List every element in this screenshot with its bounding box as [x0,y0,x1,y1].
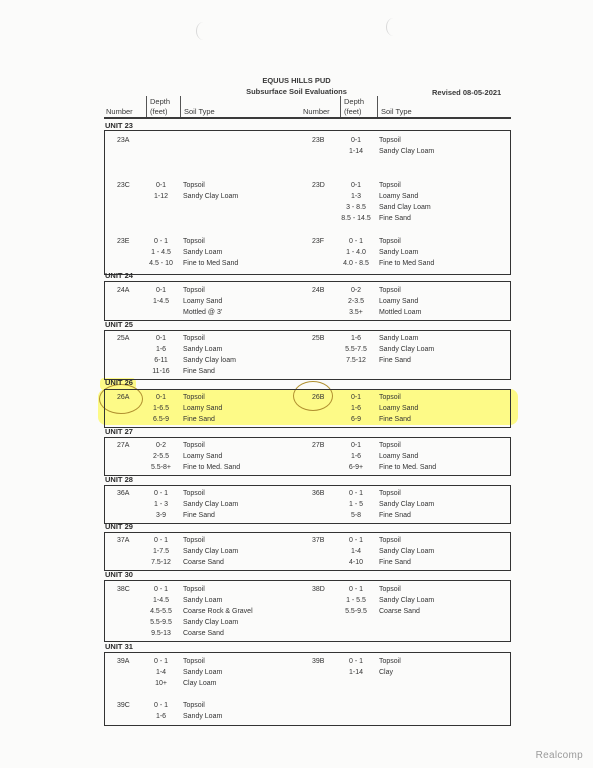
unit-label: UNIT 26 [105,378,133,387]
depth-range: 0 - 1 [153,537,168,544]
unit-label: UNIT 24 [105,271,133,280]
boring-number: 26A [117,394,130,401]
header-number: Number [106,107,133,116]
boring-number: 38D [312,586,325,593]
depth-range: 0 - 1 [348,658,363,665]
boring-number: 27A [117,442,130,449]
soil-type: Mottled Loam [379,309,422,316]
depth-range: 1 - 4.0 [346,249,366,256]
unit-label: UNIT 27 [105,427,133,436]
soil-type: Loamy Sand [183,453,223,460]
depth-range: 0-1 [155,394,167,401]
depth-range: 1-14 [348,148,363,155]
unit-label: UNIT 30 [105,570,133,579]
depth-range: 0 - 1 [153,490,168,497]
soil-type: Fine Sand [379,559,411,566]
depth-range: 0-1 [350,182,362,189]
boring-number: 23A [117,137,130,144]
boring-number: 24A [117,287,130,294]
punch-hole-mark [386,18,401,36]
header-depth-unit: (feet) [344,107,362,116]
soil-type: Coarse Sand [379,608,420,615]
depth-range: 0-2 [350,287,362,294]
boring-number: 25A [117,335,130,342]
depth-range: 0 - 1 [348,586,363,593]
depth-range: 3 - 8.5 [346,204,366,211]
unit-label: UNIT 31 [105,642,133,651]
soil-type: Sandy Loam [183,713,223,720]
soil-type: Sandy Clay Loam [379,148,435,155]
soil-type: Topsoil [379,238,401,245]
soil-type: Topsoil [379,537,401,544]
depth-range: 0 - 1 [348,537,363,544]
soil-type: Sandy Clay Loam [183,548,239,555]
boring-number: 36A [117,490,130,497]
soil-type: Sandy Loam [379,249,419,256]
soil-type: Fine Sand [183,368,215,375]
depth-range: 9.5-13 [151,630,171,637]
soil-type: Sandy Clay Loam [183,193,239,200]
soil-type: Mottled @ 3' [183,309,223,316]
depth-range: 1-4.5 [153,298,169,305]
soil-type: Loamy Sand [379,298,419,305]
soil-type: Sandy Clay Loam [379,597,435,604]
boring-number: 37A [117,537,130,544]
depth-range: 4.0 - 8.5 [343,260,369,267]
depth-range: 8.5 - 14.5 [341,215,371,222]
soil-type: Topsoil [379,490,401,497]
depth-range: 1-6 [350,405,362,412]
depth-range: 4.5-5.5 [150,608,172,615]
boring-number: 37B [312,537,325,544]
soil-type: Sandy Loam [379,335,419,342]
depth-range: 1-3 [350,193,362,200]
depth-range: 10+ [155,680,167,687]
soil-type: Clay [379,669,394,676]
depth-range: 3.5+ [349,309,363,316]
boring-number: 39A [117,658,130,665]
depth-range: 5.5-8+ [150,464,172,471]
boring-number: 26B [312,394,325,401]
depth-range: 1-6 [155,713,167,720]
soil-type: Topsoil [379,442,401,449]
soil-type: Sandy Loam [183,597,223,604]
soil-type: Topsoil [183,394,205,401]
header-depth: Depth [344,97,365,106]
depth-range: 11-16 [152,368,170,375]
header-depth-unit: (feet) [150,107,168,116]
depth-range: 6-9+ [348,464,364,471]
header-soil-type: Soil Type [184,107,215,116]
soil-type: Fine to Med. Sand [183,464,241,471]
soil-type: Topsoil [183,442,205,449]
header-divider [340,96,341,118]
depth-range: 1-6.5 [153,405,169,412]
boring-number: 23B [312,137,325,144]
soil-type: Topsoil [183,586,205,593]
soil-type: Sandy Clay loam [183,357,236,364]
depth-range: 6.5-9 [153,416,169,423]
unit-label: UNIT 23 [105,121,133,130]
header-divider [146,96,147,118]
header-rule [104,117,511,119]
depth-range: 0-1 [155,287,167,294]
soil-type: Coarse Rock & Gravel [183,608,253,615]
depth-range: 4.5 - 10 [149,260,173,267]
soil-type: Topsoil [183,537,205,544]
boring-number: 24B [312,287,325,294]
soil-type: Topsoil [183,182,205,189]
header-depth: Depth [150,97,171,106]
depth-range: 0-1 [350,442,362,449]
soil-type: Loamy Sand [379,193,419,200]
depth-range: 6-11 [154,357,168,364]
soil-type: Topsoil [183,238,205,245]
soil-type: Sandy Clay Loam [379,501,435,508]
soil-type: Fine Sand [379,416,411,423]
depth-range: 7.5-12 [151,559,171,566]
depth-range: 1-6 [350,335,362,342]
depth-range: 0-1 [155,335,167,342]
depth-range: 0 - 1 [153,658,168,665]
boring-number: 36B [312,490,325,497]
boring-number: 27B [312,442,325,449]
soil-type: Sandy Loam [183,249,223,256]
depth-range: 2-3.5 [348,298,364,305]
header-divider [377,96,378,118]
depth-range: 1-7.5 [153,548,169,555]
soil-type: Fine to Med Sand [379,260,435,267]
depth-range: 0-1 [350,137,362,144]
boring-number: 23E [117,238,130,245]
soil-type: Sandy Clay Loam [379,346,435,353]
depth-range: 5.5-7.5 [345,346,367,353]
depth-range: 1-4 [350,548,362,555]
depth-range: 0 - 1 [153,702,168,709]
depth-range: 4-10 [348,559,363,566]
soil-type: Clay Loam [183,680,217,687]
soil-type: Sandy Loam [183,669,223,676]
depth-range: 0 - 1 [348,238,363,245]
depth-range: 1-4 [155,669,167,676]
soil-type: Topsoil [183,335,205,342]
document-subtitle: Subsurface Soil Evaluations [246,87,347,96]
soil-type: Fine to Med Sand [183,260,239,267]
depth-range: 2-5.5 [153,453,169,460]
depth-range: 1-14 [348,669,363,676]
soil-type: Topsoil [379,287,401,294]
boring-number: 23C [117,182,130,189]
soil-type: Fine Sand [183,416,215,423]
soil-type: Loamy Sand [183,405,223,412]
depth-range: 1-6 [155,346,167,353]
boring-number: 23D [312,182,325,189]
soil-type: Topsoil [379,394,401,401]
soil-type: Fine Snad [379,512,411,519]
soil-type: Sandy Clay Loam [183,619,239,626]
depth-range: 5-8 [350,512,362,519]
boring-number: 23F [312,238,325,245]
soil-type: Sand Clay Loam [379,204,431,211]
boring-number: 25B [312,335,325,342]
soil-type: Sandy Loam [183,346,223,353]
depth-range: 1-12 [153,193,168,200]
depth-range: 0-1 [350,394,362,401]
soil-type: Topsoil [183,490,205,497]
unit-label: UNIT 29 [105,522,133,531]
depth-range: 6-9 [350,416,362,423]
depth-range: 7.5-12 [346,357,366,364]
header-number: Number [303,107,330,116]
soil-type: Sandy Clay Loam [379,548,435,555]
depth-range: 5.5-9.5 [345,608,367,615]
depth-range: 0 - 1 [348,490,363,497]
depth-range: 1 - 5 [348,501,363,508]
depth-range: 1 - 5.5 [346,597,366,604]
soil-type: Topsoil [183,287,205,294]
header-soil-type: Soil Type [381,107,412,116]
depth-range: 0-1 [155,182,167,189]
soil-type: Sandy Clay Loam [183,501,239,508]
soil-type: Topsoil [379,182,401,189]
soil-type: Loamy Sand [379,453,419,460]
soil-type: Topsoil [379,658,401,665]
depth-range: 0 - 1 [153,586,168,593]
soil-type: Fine to Med. Sand [379,464,437,471]
soil-type: Coarse Sand [183,630,224,637]
punch-hole-mark [196,22,211,40]
boring-number: 39C [117,702,130,709]
soil-type: Loamy Sand [183,298,223,305]
soil-type: Fine Sand [183,512,215,519]
soil-type: Fine Sand [379,357,411,364]
depth-range: 5.5-9.5 [150,619,172,626]
soil-type: Coarse Sand [183,559,224,566]
depth-range: 1-6 [350,453,362,460]
boring-number: 38C [117,586,130,593]
depth-range: 0-2 [155,442,167,449]
depth-range: 3-9 [155,512,167,519]
document-title: EQUUS HILLS PUD [262,76,331,85]
depth-range: 1 - 3 [153,501,168,508]
soil-type: Fine Sand [379,215,411,222]
soil-type: Topsoil [183,702,205,709]
soil-type: Topsoil [183,658,205,665]
soil-type: Topsoil [379,586,401,593]
revised-date: Revised 08-05-2021 [432,88,502,97]
unit-label: UNIT 28 [105,475,133,484]
boring-number: 39B [312,658,325,665]
unit-label: UNIT 25 [105,320,133,329]
soil-type: Loamy Sand [379,405,419,412]
watermark: Realcomp [535,750,583,761]
depth-range: 1-4.5 [153,597,169,604]
depth-range: 0 - 1 [153,238,168,245]
soil-type: Topsoil [379,137,401,144]
depth-range: 1 - 4.5 [151,249,171,256]
header-divider [180,96,181,118]
